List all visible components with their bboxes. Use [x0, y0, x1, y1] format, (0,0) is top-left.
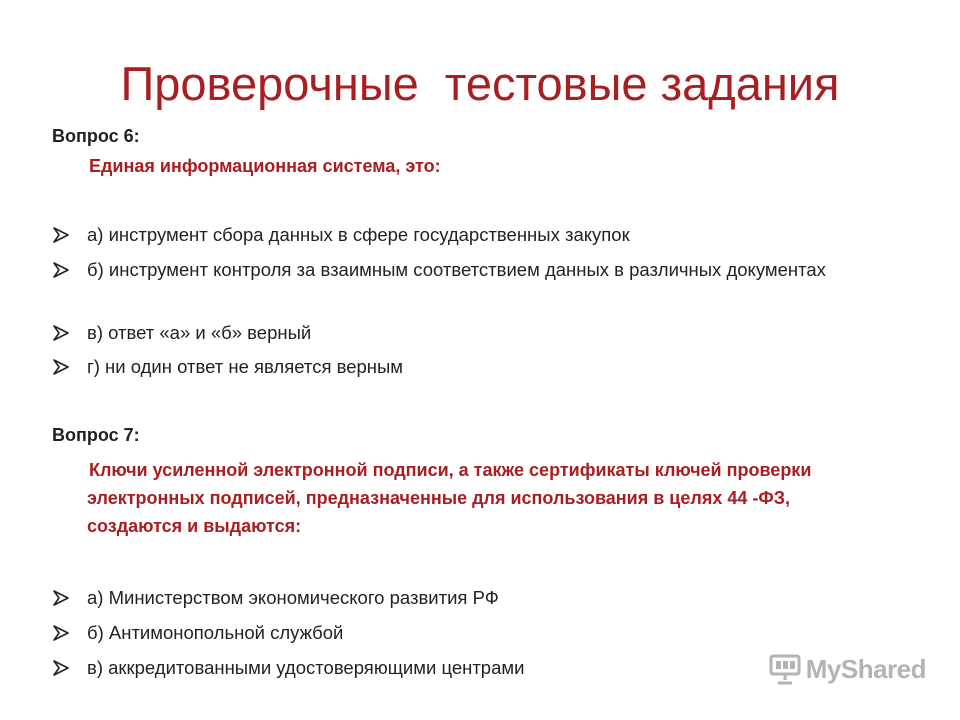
question-6-option-b — [53, 256, 873, 284]
option-text: в) ответ «а» и «б» верный — [87, 322, 312, 343]
arrowhead-bullet-icon — [53, 359, 69, 375]
question-6-option-d — [53, 353, 873, 381]
question-7-label: Вопрос 7: — [52, 425, 140, 445]
question-6-label: Вопрос 6: — [52, 126, 140, 146]
question-6-text: Единая информационная система, это: — [89, 156, 441, 176]
arrowhead-bullet-icon — [53, 262, 69, 278]
option-text: г) ни один ответ не является верным — [87, 356, 404, 377]
arrowhead-bullet-icon — [53, 625, 69, 641]
option-text: а) инструмент сбора данных в сфере государственных закупок — [87, 224, 630, 245]
question-7-text: Ключи усиленной электронной подписи, а также сертификаты ключей проверки электронных подписей, предназначенные для использования в целях 44 -ФЗ, создаются и выдаются: — [87, 460, 812, 536]
option-text: а) Министерством экономического развития РФ — [87, 587, 499, 608]
question-6-option-c — [53, 319, 873, 347]
question-7-option-a — [53, 584, 873, 612]
option-text: б) инструмент контроля за взаимным соответствием данных в различных документах — [87, 259, 826, 280]
watermark-logo — [768, 652, 926, 686]
question-7-option-b — [53, 619, 873, 647]
arrowhead-bullet-icon — [53, 660, 69, 676]
question-7-option-c — [53, 654, 873, 682]
presentation-board-icon — [768, 652, 802, 686]
option-text: в) аккредитованными удостоверяющими центрами — [87, 657, 525, 678]
arrowhead-bullet-icon — [53, 325, 69, 341]
slide-title: Проверочные тестовые задания — [120, 57, 840, 110]
arrowhead-bullet-icon — [53, 590, 69, 606]
option-text: б) Антимонопольной службой — [87, 622, 344, 643]
question-6-option-a — [53, 221, 873, 249]
watermark-brand: MyShared — [805, 653, 926, 684]
arrowhead-bullet-icon — [53, 227, 69, 243]
